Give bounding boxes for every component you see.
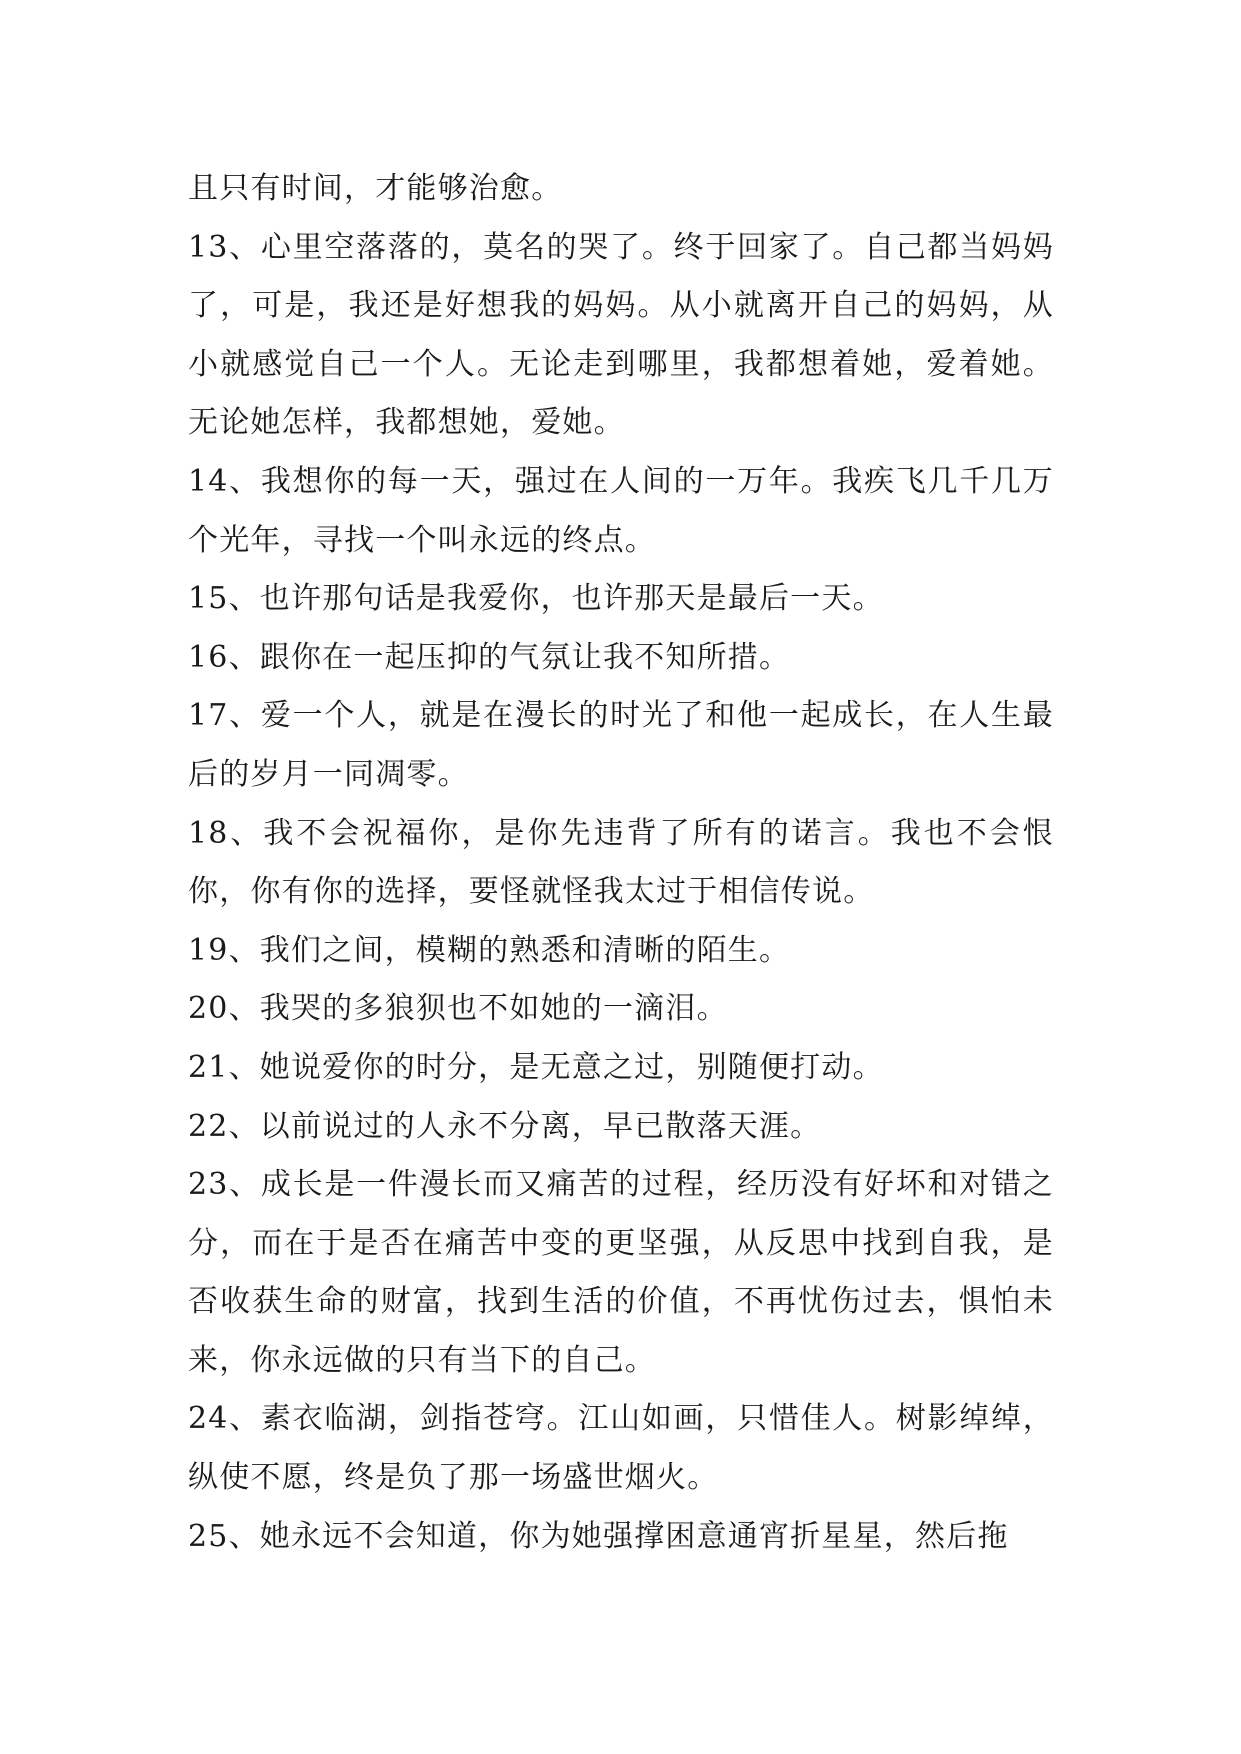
paragraph-19: 19、我们之间，模糊的熟悉和清晰的陌生。 (188, 932, 791, 968)
paragraph-25: 25、她永远不会知道，你为她强撑困意通宵折星星，然后拖 (188, 1518, 1009, 1554)
document-body (188, 160, 1054, 1566)
paragraph-16: 16、跟你在一起压抑的气氛让我不知所措。 (188, 639, 791, 675)
paragraph-23: 23、成长是一件漫长而又痛苦的过程，经历没有好坏和对错之分，而在于是否在痛苦中变的更坚强，从反思中找到自我，是否收获生命的财富，找到生活的价值，不再忧伤过去，惧怕未来，你永远做的只有当下的自己。 (188, 1167, 1054, 1378)
paragraph-17: 17、爱一个人，就是在漫长的时光了和他一起成长，在人生最后的岁月一同凋零。 (188, 698, 1054, 792)
paragraph-continuation: 且只有时间，才能够治愈。 (188, 171, 563, 206)
paragraph-24: 24、素衣临湖，剑指苍穹。江山如画，只惜佳人。树影绰绰，纵使不愿，终是负了那一场盛世烟火。 (188, 1401, 1054, 1496)
paragraph-21: 21、她说爱你的时分，是无意之过，别随便打动。 (188, 1049, 884, 1085)
paragraph-15: 15、也许那句话是我爱你，也许那天是最后一天。 (188, 581, 884, 617)
paragraph-13: 13、心里空落落的，莫名的哭了。终于回家了。自己都当妈妈了，可是，我还是好想我的妈妈。从小就离开自己的妈妈，从小就感觉自己一个人。无论走到哪里，我都想着她，爱着她。无论她怎样，我都想她，爱她。 (188, 229, 1054, 441)
paragraph-22: 22、以前说过的人永不分离，早已散落天涯。 (188, 1108, 822, 1144)
paragraph-18: 18、我不会祝福你，是你先违背了所有的诺言。我也不会恨你，你有你的选择，要怪就怪我太过于相信传说。 (188, 815, 1054, 910)
paragraph-14: 14、我想你的每一天，强过在人间的一万年。我疾飞几千几万个光年，寻找一个叫永远的终点。 (188, 463, 1054, 558)
paragraph-20: 20、我哭的多狼狈也不如她的一滴泪。 (188, 991, 728, 1027)
